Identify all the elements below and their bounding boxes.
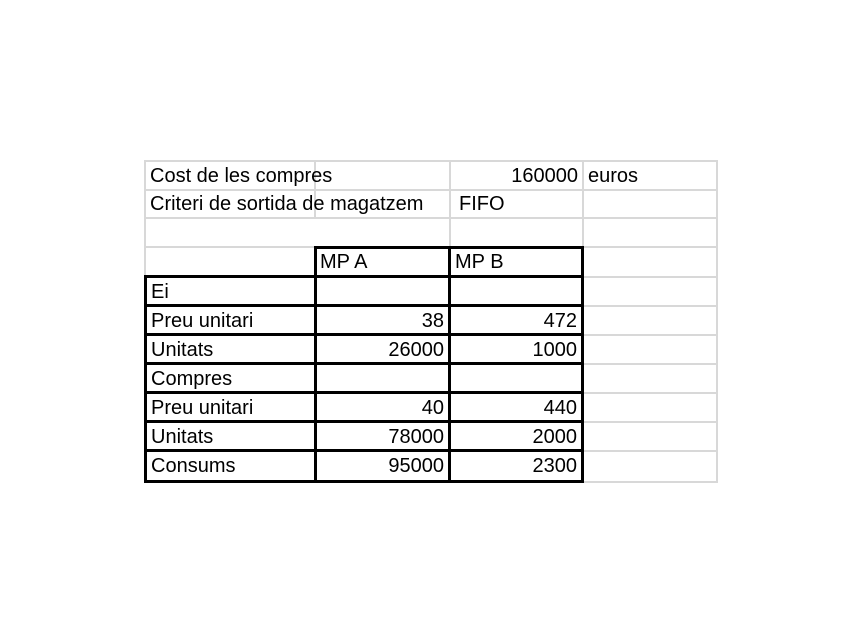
row-label[interactable]: Ei	[151, 281, 169, 303]
mp-b-value[interactable]	[451, 365, 581, 392]
mp-b-value[interactable]: 440	[543, 397, 577, 419]
row-label[interactable]: Unitats	[151, 426, 214, 448]
table-border	[581, 246, 584, 483]
spreadsheet	[144, 160, 718, 483]
criteria-label[interactable]: Criteri de sortida de magatzem	[150, 193, 424, 215]
column-header-mp-b[interactable]: MP B	[455, 251, 504, 273]
cost-unit[interactable]: euros	[588, 165, 639, 187]
column-header-mp-a[interactable]: MP A	[320, 251, 368, 273]
gridline	[582, 392, 718, 394]
mp-b-value[interactable]	[451, 278, 581, 305]
mp-a-value[interactable]: 26000	[388, 339, 444, 361]
mp-a-value[interactable]	[317, 365, 448, 392]
gridline	[144, 217, 718, 219]
row-label[interactable]: Preu unitari	[151, 397, 254, 419]
mp-a-value[interactable]: 38	[421, 310, 444, 332]
criteria-value[interactable]: FIFO	[459, 193, 505, 215]
mp-b-value[interactable]: 472	[543, 310, 577, 332]
gridline	[582, 276, 718, 278]
mp-a-value[interactable]: 95000	[388, 455, 444, 477]
row-label[interactable]: Compres	[151, 368, 233, 390]
row-label[interactable]: Preu unitari	[151, 310, 254, 332]
gridline	[582, 334, 718, 336]
gridline	[716, 160, 718, 483]
mp-b-value[interactable]: 1000	[532, 339, 577, 361]
table-border	[144, 480, 584, 483]
row-label[interactable]: Unitats	[151, 339, 214, 361]
cost-label[interactable]: Cost de les compres	[150, 165, 333, 187]
row-label[interactable]: Consums	[151, 455, 236, 477]
gridline	[582, 421, 718, 423]
gridline	[582, 450, 718, 452]
gridline	[582, 305, 718, 307]
gridline	[582, 363, 718, 365]
mp-b-value[interactable]: 2300	[532, 455, 577, 477]
mp-a-value[interactable]: 78000	[388, 426, 444, 448]
mp-a-value[interactable]	[317, 278, 448, 305]
cost-value[interactable]: 160000	[511, 165, 578, 187]
mp-b-value[interactable]: 2000	[532, 426, 577, 448]
mp-a-value[interactable]: 40	[421, 397, 444, 419]
